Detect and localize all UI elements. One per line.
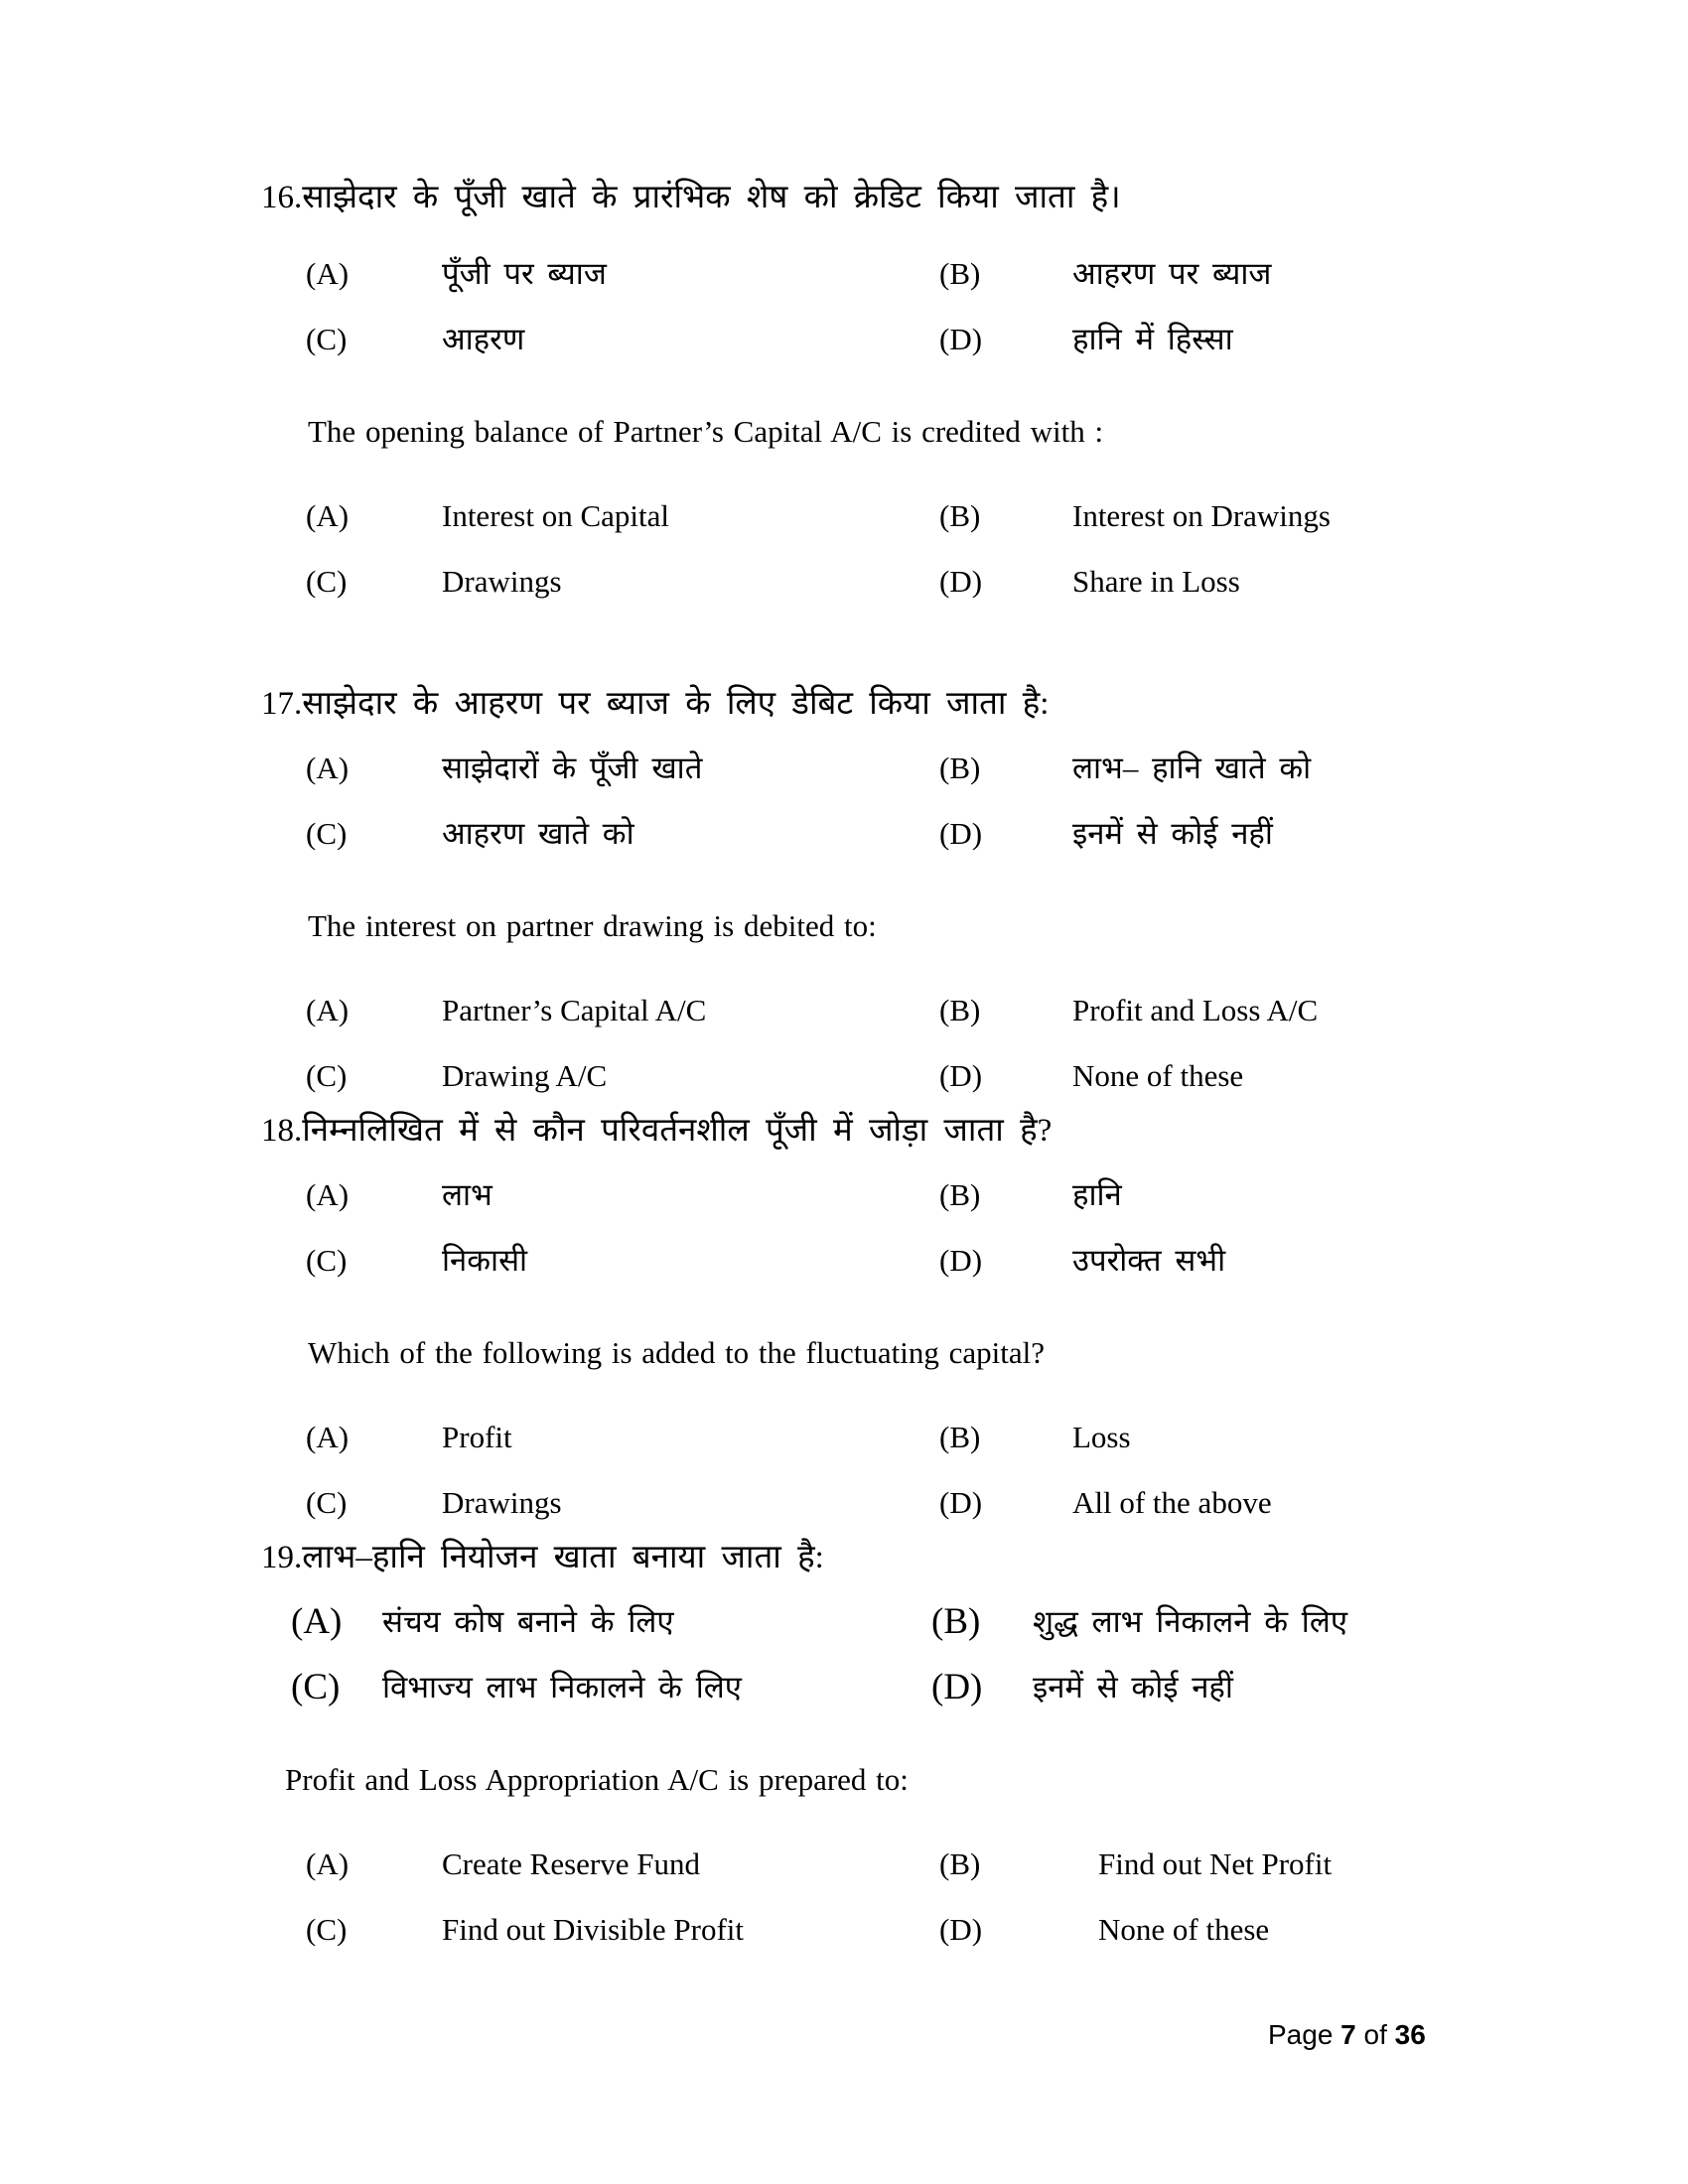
question-18-number: 18.: [261, 1113, 303, 1149]
option-letter-a: (A): [306, 993, 350, 1027]
option-letter-d: (D): [931, 1667, 983, 1707]
option-text-c: Find out Divisible Profit: [442, 1912, 744, 1947]
option-text-c: आहरण खाते को: [442, 816, 634, 851]
question-19-hindi-text: [0, 1539, 1688, 1576]
option-letter-c: (C): [306, 1058, 348, 1093]
option-letter-a: (A): [306, 1177, 350, 1212]
question-18: [0, 1112, 1688, 1521]
option-text-b: Loss: [1072, 1420, 1131, 1454]
question-17: [0, 685, 1688, 1094]
question-18-english: Which of the following is added to the fluctuating capital?: [308, 1335, 1045, 1370]
option-text-a: Create Reserve Fund: [442, 1846, 700, 1881]
option-letter-b: (B): [939, 751, 981, 785]
option-text-c: Drawings: [442, 1485, 562, 1520]
option-text-b: Interest on Drawings: [1072, 498, 1331, 533]
option-text-c: Drawing A/C: [442, 1058, 608, 1093]
option-letter-d: (D): [939, 1912, 983, 1947]
question-16-hindi-options: [0, 256, 1688, 357]
question-19-english-options: [0, 1846, 1688, 1948]
option-text-c: Drawings: [442, 564, 562, 599]
page-footer: [1268, 2019, 1426, 2051]
option-letter-b: (B): [939, 1177, 981, 1212]
option-letter-c: (C): [306, 1485, 348, 1520]
option-letter-d: (D): [939, 816, 983, 851]
question-17-english-options: [0, 993, 1688, 1094]
option-letter-a: (A): [306, 498, 350, 533]
option-text-d: All of the above: [1072, 1485, 1272, 1520]
option-text-b: हानि: [1072, 1177, 1122, 1212]
option-letter-c: (C): [306, 322, 348, 356]
option-letter-c: (C): [306, 564, 348, 599]
option-letter-b: (B): [939, 1420, 981, 1454]
option-text-d: हानि में हिस्सा: [1072, 322, 1233, 356]
footer-page-prefix: Page: [1268, 2019, 1341, 2050]
option-text-b: Find out Net Profit: [1098, 1846, 1333, 1881]
option-letter-d: (D): [939, 1058, 983, 1093]
option-letter-b: (B): [939, 1846, 981, 1881]
question-19-hindi-options: [0, 1601, 1688, 1707]
option-text-a: पूँजी पर ब्याज: [442, 256, 607, 291]
option-letter-c: (C): [291, 1667, 341, 1707]
option-letter-c: (C): [306, 1912, 348, 1947]
option-text-d: Share in Loss: [1072, 564, 1240, 599]
option-text-b: Profit and Loss A/C: [1072, 993, 1319, 1027]
option-text-a: Partner’s Capital A/C: [442, 993, 707, 1027]
footer-separator: of: [1355, 2019, 1395, 2050]
option-letter-b: (B): [939, 256, 981, 291]
question-17-number: 17.: [261, 686, 303, 722]
question-19-hindi: लाभ–हानि नियोजन खाता बनाया जाता है:: [302, 1540, 824, 1575]
option-letter-a: (A): [306, 256, 350, 291]
option-letter-b: (B): [939, 498, 981, 533]
option-text-a: संचय कोष बनाने के लिए: [382, 1604, 674, 1639]
option-text-d: None of these: [1072, 1058, 1244, 1093]
question-16-hindi-text: [0, 179, 1688, 216]
option-letter-a: (A): [306, 751, 350, 785]
question-16-number: 16.: [261, 180, 303, 215]
option-text-d: None of these: [1098, 1912, 1270, 1947]
question-17-hindi-options: [0, 751, 1688, 852]
question-17-hindi: साझेदार के आहरण पर ब्याज के लिए डेबिट किया जाता है:: [302, 686, 1050, 722]
option-text-a: Interest on Capital: [442, 498, 669, 533]
option-letter-b: (B): [931, 1601, 981, 1642]
option-letter-a: (A): [306, 1846, 350, 1881]
question-17-english: The interest on partner drawing is debited to:: [308, 908, 877, 943]
option-text-c: निकासी: [442, 1243, 528, 1278]
option-letter-c: (C): [306, 1243, 348, 1278]
question-16: [0, 179, 1688, 600]
question-17-hindi-text: [0, 685, 1688, 723]
option-text-a: लाभ: [442, 1177, 492, 1212]
option-text-b: लाभ– हानि खाते को: [1072, 751, 1312, 785]
option-letter-b: (B): [939, 993, 981, 1027]
option-letter-d: (D): [939, 564, 983, 599]
option-letter-d: (D): [939, 322, 983, 356]
question-19-number: 19.: [261, 1540, 303, 1575]
question-18-hindi-text: [0, 1112, 1688, 1150]
footer-total-pages: 36: [1394, 2019, 1426, 2050]
option-text-d: इनमें से कोई नहीं: [1072, 816, 1273, 851]
option-letter-c: (C): [306, 816, 348, 851]
question-18-hindi: निम्नलिखित में से कौन परिवर्तनशील पूँजी में जोड़ा जाता है?: [302, 1113, 1053, 1149]
question-16-english: The opening balance of Partner’s Capital A/C is credited with :: [308, 414, 1104, 449]
option-text-d: उपरोक्त सभी: [1072, 1243, 1226, 1278]
option-letter-a: (A): [306, 1420, 350, 1454]
footer-page-number: 7: [1340, 2019, 1356, 2050]
option-letter-d: (D): [939, 1243, 983, 1278]
question-19: [0, 1539, 1688, 1948]
option-text-c: विभाज्य लाभ निकालने के लिए: [382, 1670, 742, 1705]
question-16-english-options: [0, 498, 1688, 600]
option-text-b: शुद्ध लाभ निकालने के लिए: [1033, 1604, 1347, 1639]
question-18-hindi-options: [0, 1177, 1688, 1279]
option-text-a: Profit: [442, 1420, 512, 1454]
question-18-english-options: [0, 1420, 1688, 1521]
option-letter-a: (A): [291, 1601, 343, 1642]
question-16-hindi: साझेदार के पूँजी खाते के प्रारंभिक शेष को क्रेडिट किया जाता है।: [302, 180, 1121, 215]
question-19-english: Profit and Loss Appropriation A/C is prepared to:: [285, 1762, 909, 1797]
option-letter-d: (D): [939, 1485, 983, 1520]
option-text-a: साझेदारों के पूँजी खाते: [442, 751, 703, 785]
option-text-c: आहरण: [442, 322, 525, 356]
option-text-b: आहरण पर ब्याज: [1072, 256, 1272, 291]
option-text-d: इनमें से कोई नहीं: [1033, 1670, 1233, 1705]
